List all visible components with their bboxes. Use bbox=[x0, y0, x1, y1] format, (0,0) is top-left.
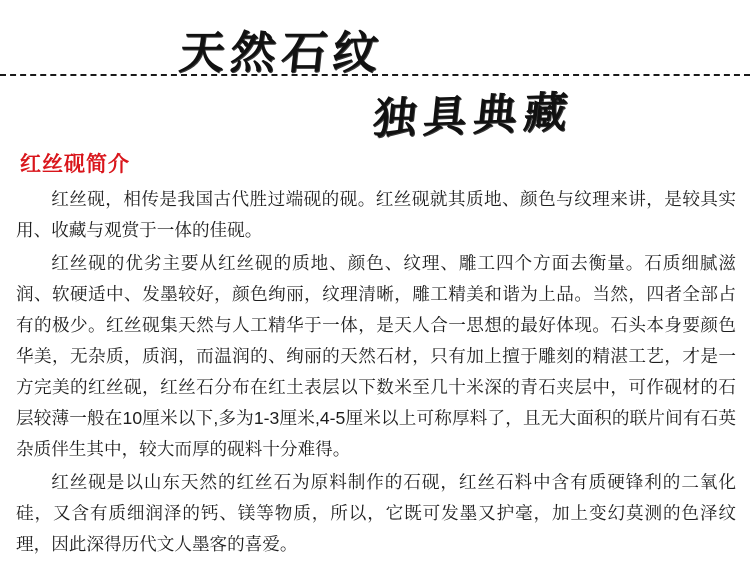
banner-title-primary: 天然石纹 bbox=[176, 26, 387, 79]
dashed-divider bbox=[0, 74, 750, 76]
paragraph: 红丝砚的优劣主要从红丝砚的质地、颜色、纹理、雕工四个方面去衡量。石质细腻滋润、软硬适中、发墨较好，颜色绚丽，纹理清晰，雕工精美和谐为上品。当然，四者全部占有的极少。红丝砚集天然与人工精华于一体，是天人合一思想的最好体现。石头本身要颜色华美，无杂质，质润，而温润的、绚丽的天然石材，只有加上擅于雕刻的精湛工艺，才是一方完美的红丝砚，红丝石分布在红土表层以下数米至几十米深的青石夹层中，可作砚材的石层较薄一般在10厘米以下,多为1-3厘米,4-5厘米以上可称厚料了，且无大面积的联片间有石英杂质伴生其中，较大而厚的砚料十分难得。 bbox=[16, 253, 736, 459]
banner-title-secondary: 独具典藏 bbox=[370, 87, 577, 145]
section-heading: 红丝砚简介 bbox=[20, 153, 130, 176]
article-body bbox=[0, 148, 750, 560]
banner bbox=[0, 0, 750, 145]
paragraph: 红丝砚是以山东天然的红丝石为原料制作的石砚，红丝石料中含有质硬锋利的二氧化硅，又含有质细润泽的钙、镁等物质，所以，它既可发墨又护毫，加上变幻莫测的色泽纹理，因此深得历代文人墨客的喜爱。 bbox=[16, 472, 736, 554]
paragraph: 红丝砚，相传是我国古代胜过端砚的砚。红丝砚就其质地、颜色与纹理来讲，是较具实用、收藏与观赏于一体的佳砚。 bbox=[16, 189, 736, 240]
